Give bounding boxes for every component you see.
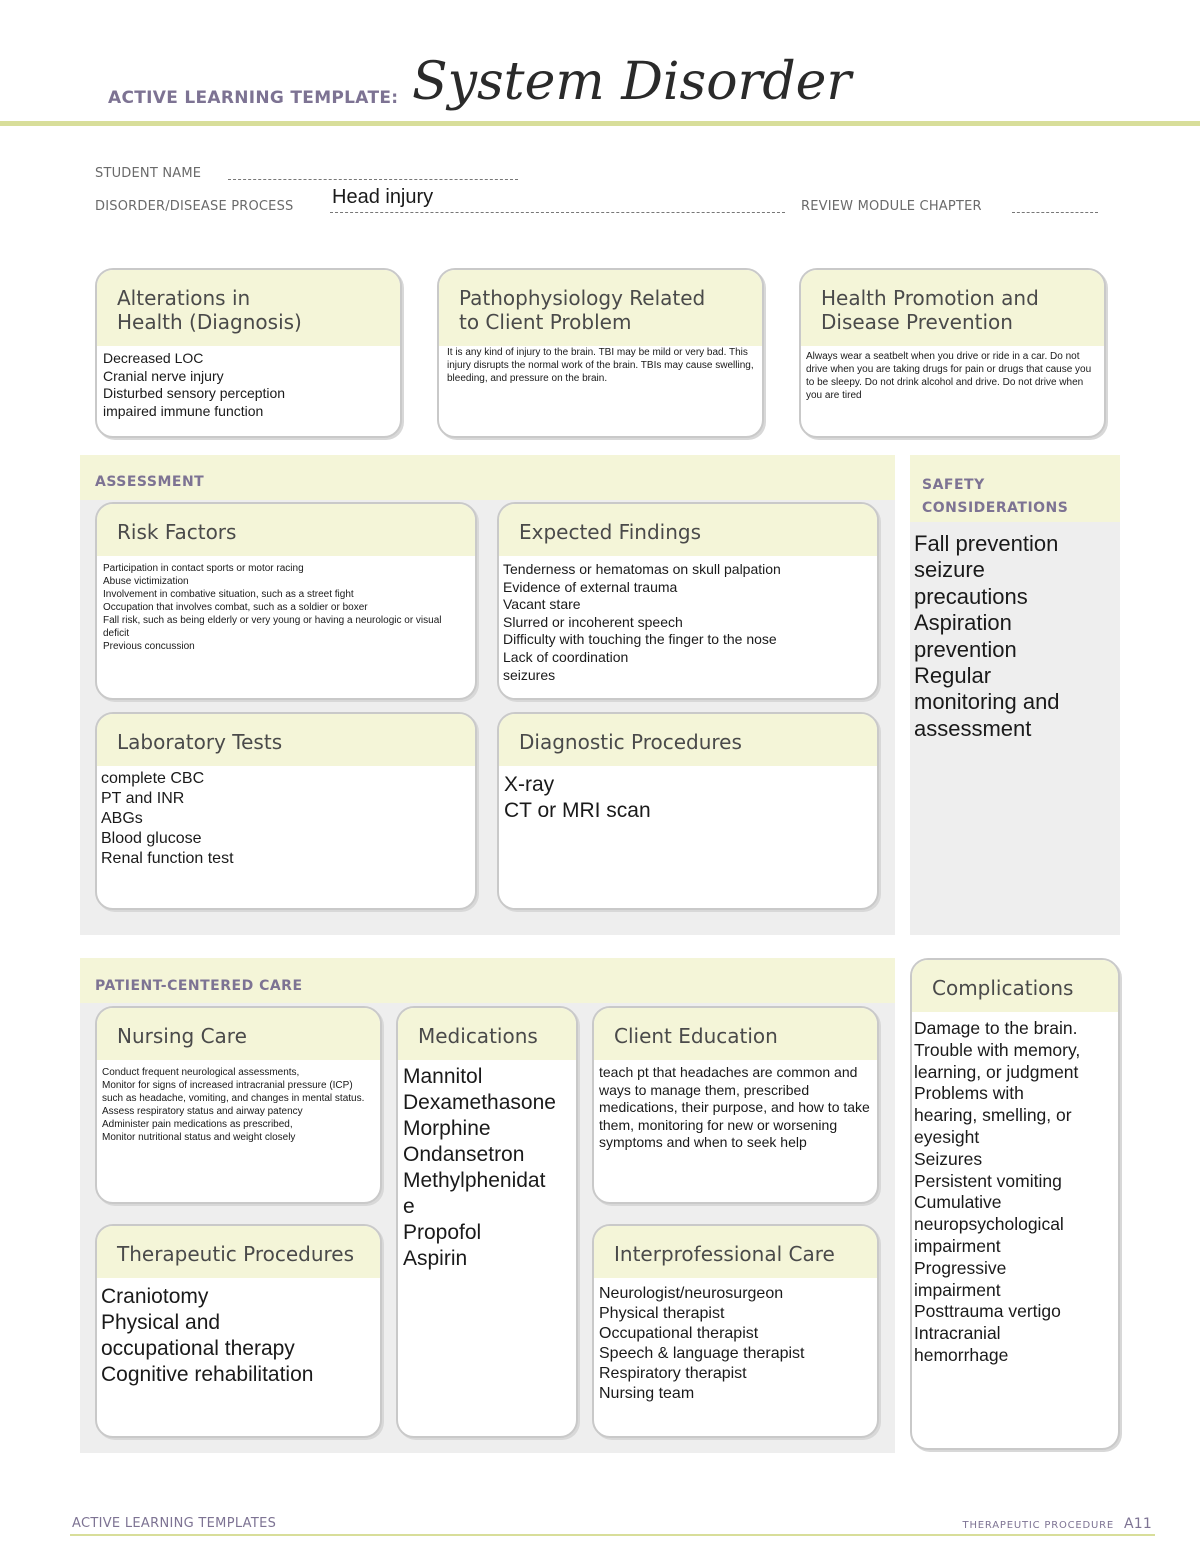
interprofessional-care-title: Interprofessional Care (594, 1226, 877, 1278)
footer-right (963, 1516, 1152, 1532)
health-promotion-title: Health Promotion and Disease Prevention (801, 270, 1104, 346)
alterations-title: Alterations in Health (Diagnosis) (97, 270, 400, 346)
disorder-label: DISORDER/DISEASE PROCESS (95, 199, 294, 214)
expected-findings-box (497, 502, 879, 700)
nursing-care-title: Nursing Care (97, 1008, 380, 1060)
therapeutic-procedures-title: Therapeutic Procedures (97, 1226, 380, 1278)
risk-factors-box (95, 502, 477, 700)
health-promotion-body: Always wear a seatbelt when you drive or ride in a car. Do not drive when you are taking drugs for pain or drugs that cause you to be sleepy. Do not drink alcohol and drive. Do not drive when you are tired (806, 351, 1092, 401)
diagnostic-procedures-box (497, 712, 879, 910)
expected-findings-body: Tenderness or hematomas on skull palpation Evidence of external trauma Vacant stare Slurred or incoherent speech Difficulty with touching the finger to the nose Lack of coordination seizures (503, 561, 781, 683)
pathophysiology-body: It is any kind of injury to the brain. TBI may be mild or very bad. This injury disrupts the normal work of the brain. TBIs may cause swelling, bleeding, and pressure on the brain. (447, 347, 754, 384)
medications-box (396, 1006, 578, 1438)
complications-body: Damage to the brain. Trouble with memory, learning, or judgment Problems with hearing, smelling, or eyesight Seizures Persistent vomiting Cumulative neuropsychological impairment Progressive impairment Posttrauma vertigo Intracranial hemorrhage (914, 1018, 1081, 1365)
review-chapter-field[interactable] (1012, 199, 1098, 213)
lab-tests-box (95, 712, 477, 910)
alterations-body: Decreased LOC Cranial nerve injury Disturbed sensory perception impaired immune function (103, 350, 286, 419)
health-promotion-box (799, 268, 1106, 438)
footer-left: ACTIVE LEARNING TEMPLATES (72, 1516, 277, 1531)
footer-right-label: THERAPEUTIC PROCEDURE (962, 1520, 1114, 1531)
expected-findings-title: Expected Findings (499, 504, 877, 556)
disorder-value: Head injury (332, 186, 434, 208)
client-education-body: teach pt that headaches are common and ways to manage them, prescribed medications, their purpose, and how to take them, monitoring for new or worsening symptoms and when to seek help (599, 1064, 870, 1151)
risk-factors-title: Risk Factors (97, 504, 475, 556)
lab-tests-title: Laboratory Tests (97, 714, 475, 766)
nursing-care-box (95, 1006, 382, 1204)
interprofessional-care-box (592, 1224, 879, 1438)
risk-factors-body: Participation in contact sports or motor racing Abuse victimization Involvement in combative situation, such as a street fight Occupation that involves combat, such as a soldier or boxer Fall risk, such as being elderly or very young or having a neurologic or visual deficit Previous concussion (103, 563, 442, 652)
diagnostic-procedures-body: X-ray CT or MRI scan (504, 773, 651, 822)
therapeutic-procedures-body: Craniotomy Physical and occupational therapy Cognitive rehabilitation (101, 1285, 314, 1386)
student-name-label: STUDENT NAME (95, 166, 202, 181)
page-header (0, 0, 1200, 130)
footer-divider (70, 1534, 1155, 1536)
assessment-title: ASSESSMENT (95, 474, 205, 490)
medications-body: Mannitol Dexamethasone Morphine Ondansetron Methylphenidat e Propofol Aspirin (403, 1065, 556, 1270)
safety-body: Fall prevention seizure precautions Aspiration prevention Regular monitoring and assessment (914, 531, 1060, 741)
pathophysiology-box (437, 268, 764, 438)
interprofessional-care-body: Neurologist/neurosurgeon Physical therapist Occupational therapist Speech & language therapist Respiratory therapist Nursing team (599, 1285, 805, 1402)
student-name-field[interactable] (228, 166, 518, 180)
client-education-box (592, 1006, 879, 1204)
diagnostic-procedures-title: Diagnostic Procedures (499, 714, 877, 766)
complications-box (910, 958, 1120, 1450)
pathophysiology-title: Pathophysiology Related to Client Problem (439, 270, 762, 346)
client-education-title: Client Education (594, 1008, 877, 1060)
medications-title: Medications (398, 1008, 576, 1060)
alterations-box (95, 268, 402, 438)
patient-care-title: PATIENT-CENTERED CARE (95, 978, 303, 994)
safety-title: SAFETY CONSIDERATIONS (922, 477, 1069, 516)
page-title: System Disorder (412, 52, 852, 112)
complications-title: Complications (912, 960, 1118, 1012)
page-number: A11 (1124, 1516, 1152, 1532)
template-label: ACTIVE LEARNING TEMPLATE: (108, 88, 399, 108)
review-chapter-label: REVIEW MODULE CHAPTER (801, 199, 982, 214)
lab-tests-body: complete CBC PT and INR ABGs Blood glucose Renal function test (101, 770, 234, 867)
therapeutic-procedures-box (95, 1224, 382, 1438)
header-divider (0, 121, 1200, 126)
nursing-care-body: Conduct frequent neurological assessments, Monitor for signs of increased intracranial pressure (ICP) such as headache, vomiting, and changes in mental status. Assess respiratory status and airway patency Administer pain medications as prescribed, Monitor nutritional status and weight closely (102, 1067, 365, 1143)
